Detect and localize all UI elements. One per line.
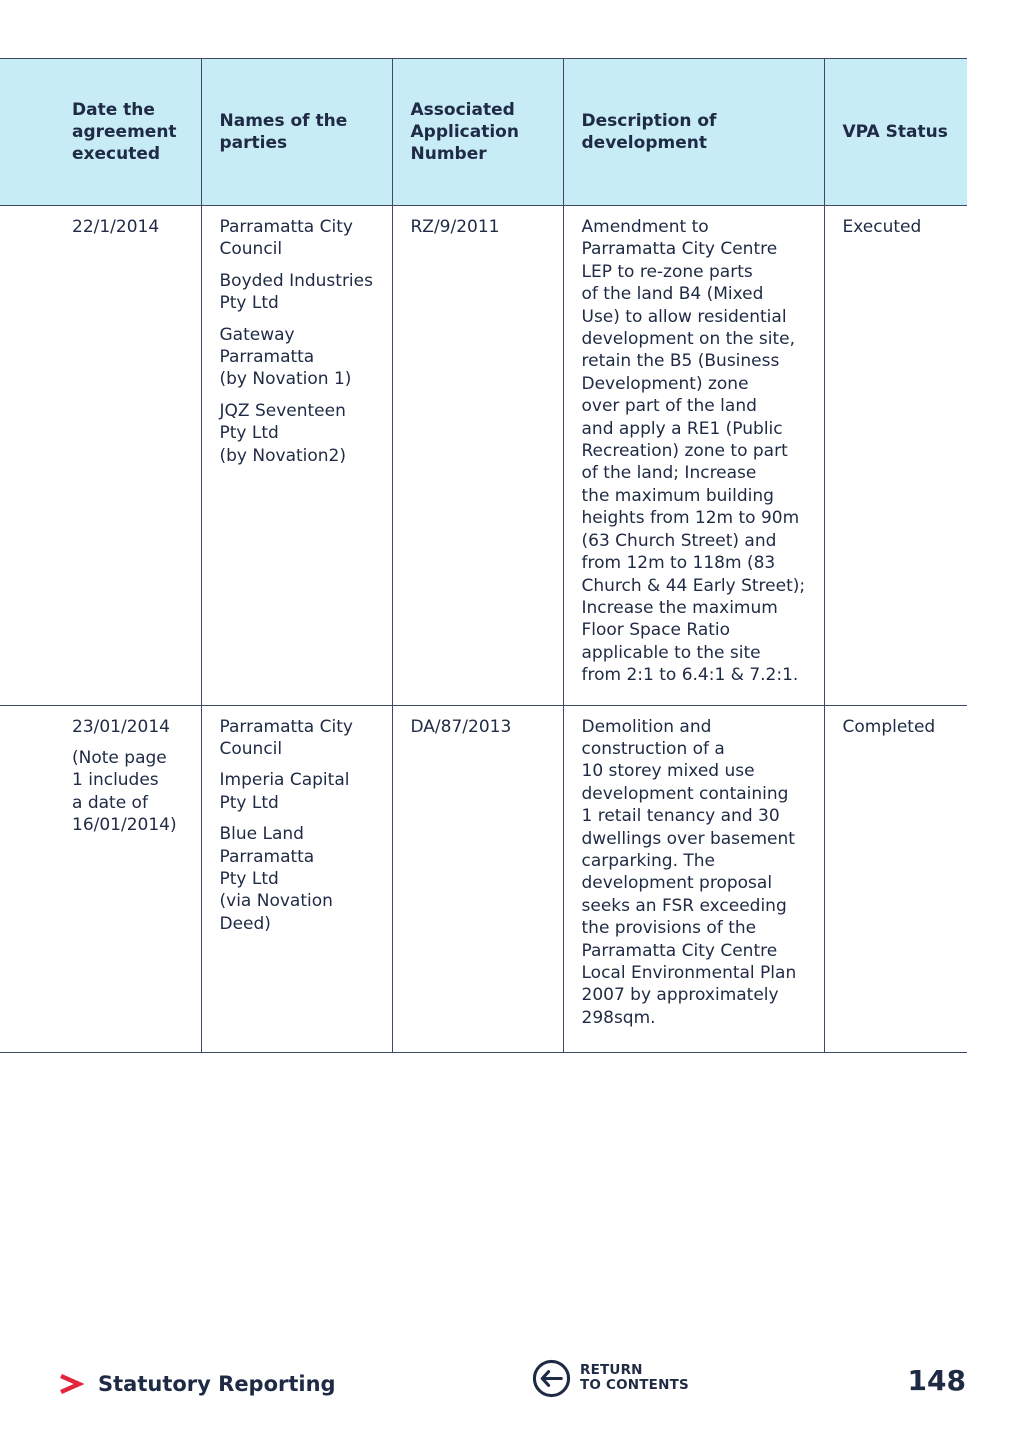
cell-parties [201,705,392,1052]
header-vpa-status: VPA Status [824,59,967,206]
table-row [0,206,967,706]
date-note: (Note page 1 includes a date of 16/01/2014) [72,747,177,836]
page-number: 148 [907,1364,966,1397]
cell-description: Amendment to Parramatta City Centre LEP to re-zone parts of the land B4 (Mixed Use) to allow residential development on the site, retain the B5 (Business Development) zone over part of the land and apply a RE1 (Public Recreation) zone to part of the land; Increase the maximum building heights from 12m to 90m (63 Church Street) and from 12m to 118m (83 Church & 44 Early Street); Increase the maximum Floor Space Ratio applicable to the site from 2:1 to 6.4:1 & 7.2:1. [563,206,824,706]
header-application-number: Associated Application Number [392,59,563,206]
cell-application-number: RZ/9/2011 [392,206,563,706]
party: Parramatta City Council [219,217,353,260]
party: JQZ Seventeen Pty Ltd (by Novation2) [219,400,346,466]
header-description: Description of development [563,59,824,206]
table-header-row [0,59,967,206]
section-name: Statutory Reporting [98,1372,336,1396]
party: Blue Land Parramatta Pty Ltd (via Novation Deed) [219,824,333,934]
cell-date: 23/01/2014 (Note page 1 includes a date of 16/01/2014) [0,705,201,1052]
party: Parramatta City Council [219,716,353,759]
footer-section-label[interactable] [58,1369,336,1399]
header-date-executed: Date the agreement executed [0,59,201,206]
cell-vpa-status: Executed [824,206,967,706]
cell-parties [201,206,392,706]
party: Imperia Capital Pty Ltd [219,770,350,813]
chevron-right-icon [58,1373,84,1395]
vpa-register-table [0,58,967,1053]
header-parties: Names of the parties [201,59,392,206]
return-to-contents-link[interactable] [532,1358,689,1398]
arrow-left-circle-icon [532,1359,571,1398]
party: Gateway Parramatta (by Novation 1) [219,324,352,390]
table-row [0,705,967,1052]
cell-application-number: DA/87/2013 [392,705,563,1052]
return-label: RETURN TO CONTENTS [580,1362,689,1393]
party: Boyded Industries Pty Ltd [219,270,373,314]
cell-vpa-status: Completed [824,705,967,1052]
cell-description: Demolition and construction of a 10 storey mixed use development containing 1 retail tenancy and 30 dwellings over basement carparking. The development proposal seeks an FSR exceeding the provisions of the Parramatta City Centre Local Environmental Plan 2007 by approximately 298sqm. [563,705,824,1052]
cell-date: 22/1/2014 [0,206,201,706]
